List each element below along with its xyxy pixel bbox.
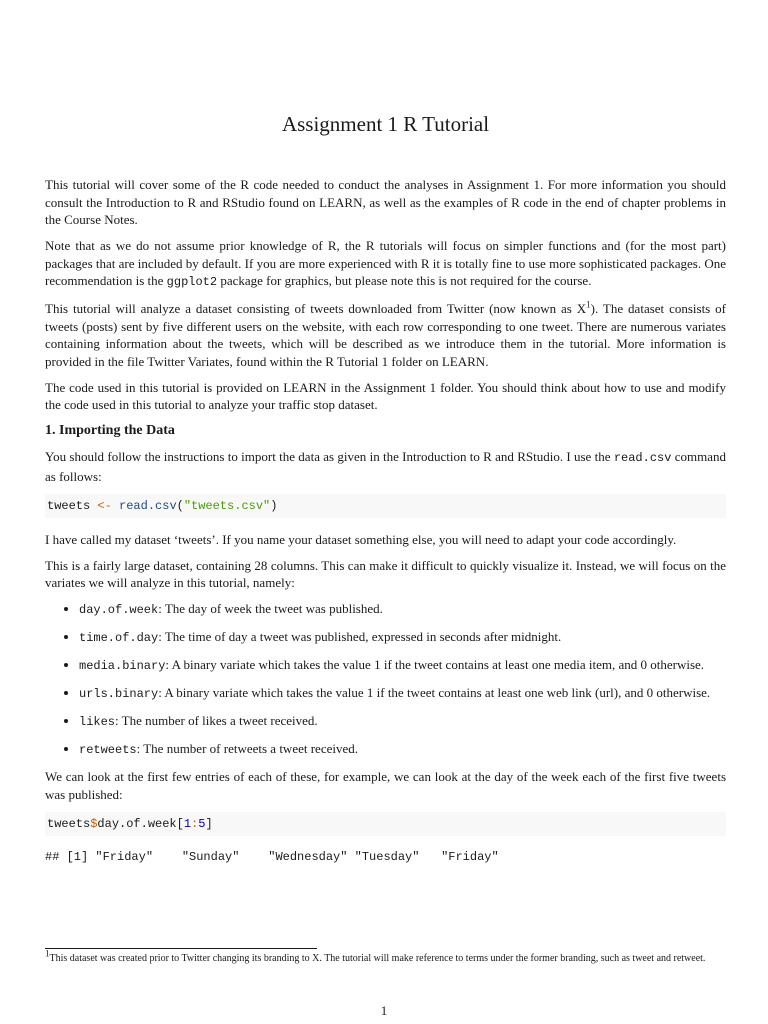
variate-desc: : The number of likes a tweet received. [115, 713, 318, 728]
variates-list [45, 600, 726, 760]
text-run: This tutorial will analyze a dataset consisting of tweets downloaded from Twitter (now known as X [45, 301, 587, 316]
code-token: <- [97, 498, 120, 513]
code-token: "tweets.csv" [183, 498, 271, 513]
text-run: You should follow the instructions to import the data as given in the Introduction to R and RStudio. I use the [45, 449, 614, 464]
variate-desc: : The time of day a tweet was published, expressed in seconds after midnight. [158, 629, 562, 644]
section1-paragraph-3: This is a fairly large dataset, containing 28 columns. This can make it difficult to quickly visualize it. Instead, we will focus on the variates we will analyze in this tutorial, namely: [45, 557, 726, 590]
text-run: package for graphics, but please note this is not required for the course. [217, 273, 592, 288]
list-item [79, 628, 726, 648]
variate-desc: : A binary variate which takes the value 1 if the tweet contains at least one web link (url), and 0 otherwise. [158, 685, 711, 700]
code-token: 5 [198, 816, 206, 831]
variate-name: likes [79, 715, 116, 729]
intro-paragraph-4: The code used in this tutorial is provided on LEARN in the Assignment 1 folder. You should think about how to use and modify the code used in this tutorial to analyze your traffic stop dataset. [45, 379, 726, 412]
intro-paragraph-3 [45, 300, 726, 370]
inline-code-ggplot2: ggplot2 [166, 275, 218, 289]
page-title: Assignment 1 R Tutorial [281, 112, 490, 137]
list-item [79, 684, 726, 704]
code-token: day.of.week[ [97, 816, 184, 831]
section1-paragraph-1 [45, 448, 726, 485]
variate-name: urls.binary [79, 687, 159, 701]
footnote-mark: 1 [45, 948, 50, 959]
text-run: Note that as we do not assume prior knowledge of R, the R tutorials will focus on simpler functions and (for the most part) packages that are included by default. If you are more experienced with R it is totally fine to use more sophisticated packages. One recommendation is the [45, 238, 726, 288]
code-block-day-of-week [45, 812, 726, 836]
section1-paragraph-2: I have called my dataset ‘tweets’. If you name your dataset something else, you will need to adapt your code accordingly. [45, 531, 677, 547]
footnote-marker: 1 [586, 299, 591, 310]
variate-name: day.of.week [79, 603, 159, 617]
code-token: $ [90, 816, 98, 831]
footnote-divider [45, 948, 317, 949]
footnote-text: This dataset was created prior to Twitter changing its branding to X. The tutorial will make reference to terms under the former branding, such as tweet and retweet. [49, 953, 706, 964]
code-token: 1 [183, 816, 192, 831]
variate-name: retweets [79, 743, 137, 757]
code-output: ## [1] "Friday" "Sunday" "Wednesday" "Tuesday" "Friday" [45, 849, 499, 864]
code-token: tweets [47, 498, 98, 513]
text-run: ). The dataset consists of tweets (posts) sent by five different users on the website, with each row corresponding to one tweet. There are numerous variates containing information about the tweets, which will be described as we introduce them in the tutorial. More information is provided in the file Twitter Variates, found within the R Tutorial 1 folder on LEARN. [45, 301, 726, 369]
code-token: read.csv [119, 498, 177, 513]
variate-name: time.of.day [79, 631, 159, 645]
list-item [79, 740, 726, 760]
text-run: command as follows: [45, 449, 727, 484]
code-token: ] [205, 816, 213, 831]
page-number: 1 [380, 1003, 388, 1018]
document-body [45, 176, 726, 865]
intro-paragraph-1: This tutorial will cover some of the R code needed to conduct the analyses in Assignment 1. For more information you should consult the Introduction to R and RStudio found on LEARN, as well as the examples of R code in the end of chapter problems in the Course Notes. [45, 177, 726, 227]
intro-paragraph-2 [45, 237, 726, 292]
code-token: : [191, 816, 199, 831]
section-heading-importing: 1. Importing the Data [45, 423, 175, 438]
list-item [79, 656, 726, 676]
list-item [79, 712, 726, 732]
variate-desc: : The day of week the tweet was published. [158, 601, 383, 616]
code-token: ) [270, 498, 278, 513]
code-token: ( [176, 498, 184, 513]
inline-code-read-csv: read.csv [613, 451, 672, 465]
code-block-read-csv [45, 494, 726, 518]
code-token: tweets [47, 816, 91, 831]
section1-paragraph-4: We can look at the first few entries of each of these, for example, we can look at the day of the week each of the first five tweets was published: [45, 769, 726, 802]
variate-name: media.binary [79, 659, 166, 673]
list-item [79, 600, 726, 620]
variate-desc: : The number of retweets a tweet received. [136, 741, 358, 756]
variate-desc: : A binary variate which takes the value 1 if the tweet contains at least one media item, and 0 otherwise. [165, 657, 705, 672]
footnote [45, 948, 726, 965]
